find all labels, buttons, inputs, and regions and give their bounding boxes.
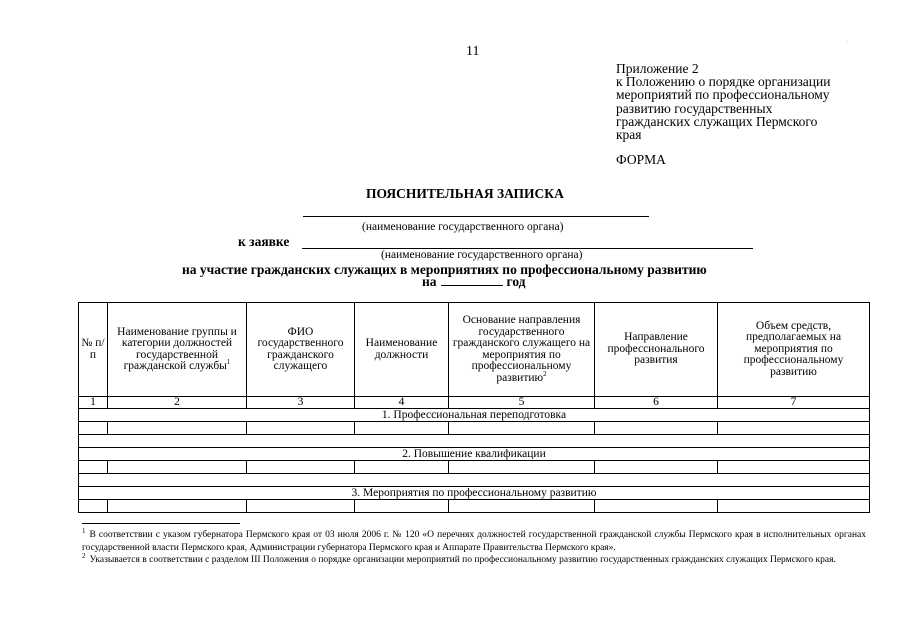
form-label: ФОРМА <box>616 152 666 167</box>
explanatory-table <box>78 302 870 513</box>
header-cell-number: № п/п <box>79 303 108 397</box>
header-cell-basis: Основание направления государственного гражданского служащего на мероприятия по профессиональному развитию$^2$ <box>449 303 595 397</box>
table-cell <box>355 461 449 474</box>
request-label: к заявке <box>238 234 290 249</box>
table-row <box>79 435 870 448</box>
column-number: 2 <box>108 397 247 409</box>
column-number-row <box>79 397 870 409</box>
appendix-line: мероприятий по профессиональному <box>616 87 830 103</box>
table-cell <box>595 422 718 435</box>
table-cell <box>595 461 718 474</box>
table-row <box>79 500 870 513</box>
org-name-line <box>303 216 649 217</box>
document-title: ПОЯСНИТЕЛЬНАЯ ЗАПИСКА <box>366 186 564 201</box>
table-cell <box>449 422 595 435</box>
section-title: 3. Мероприятия по профессиональному развитию <box>79 487 870 500</box>
column-number: 1 <box>79 397 108 409</box>
appendix-line: края <box>616 127 642 143</box>
table-cell <box>718 461 870 474</box>
section-title: 2. Повышение квалификации <box>79 448 870 461</box>
table-cell <box>108 461 247 474</box>
table-cell <box>247 461 355 474</box>
table-cell <box>449 461 595 474</box>
table-cell <box>449 500 595 513</box>
table-row <box>79 474 870 487</box>
header-cell-direction: Направление профессионального развития <box>595 303 718 397</box>
footnote-text: Указывается в соответствии с разделом III Положения о порядке организации мероприятий по профессиональному развитию государственных гражданских служащих Пермского края. <box>89 555 836 565</box>
table-header-row <box>79 303 870 397</box>
year-blank <box>441 274 503 286</box>
column-number: 7 <box>718 397 870 409</box>
year-prefix: на <box>422 274 437 289</box>
table-cell <box>108 500 247 513</box>
document-subtitle: на участие гражданских служащих в мероприятиях по профессиональному развитию <box>182 262 707 277</box>
table-cell <box>79 500 108 513</box>
appendix-line: гражданских служащих Пермского <box>616 113 818 129</box>
section-row <box>79 487 870 500</box>
table-cell <box>718 422 870 435</box>
column-number: 6 <box>595 397 718 409</box>
year-suffix: год <box>506 274 526 289</box>
request-org-caption: (наименование государственного органа) <box>381 249 583 261</box>
table-cell <box>79 474 870 487</box>
table-cell <box>355 422 449 435</box>
table-cell <box>247 500 355 513</box>
org-name-caption: (наименование государственного органа) <box>362 221 564 233</box>
footnotes <box>82 526 866 567</box>
header-cell-funds: Объем средств, предполагаемых на мероприятия по профессиональному развитию <box>718 303 870 397</box>
table-cell <box>355 500 449 513</box>
header-cell-fio: ФИО государственного гражданского служащего <box>247 303 355 397</box>
footnote-text: В соответствии с указом губернатора Пермского края от 03 июля 2006 г. № 120 «О перечнях должностей государственной гражданской службы Пермского края в исполнительных органах государственной власти Пермского края, Администрации губернатора Пермского края и Аппарате Правительства Пермского края». <box>82 530 866 553</box>
footnote <box>82 551 866 567</box>
header-cell-group: Наименование группы и категории должностей государственной гражданской службы$^1$ <box>108 303 247 397</box>
footnote-mark: 1 <box>82 526 86 535</box>
appendix-block <box>616 62 876 141</box>
table-cell <box>79 461 108 474</box>
table-cell <box>718 500 870 513</box>
section-row <box>79 448 870 461</box>
section-title: 1. Профессиональная переподготовка <box>79 409 870 422</box>
column-number: 3 <box>247 397 355 409</box>
table-row <box>79 422 870 435</box>
table-row <box>79 461 870 474</box>
table-cell <box>247 422 355 435</box>
year-line <box>422 274 526 290</box>
footnote-separator <box>82 523 240 524</box>
footnote-mark: 2 <box>82 551 86 560</box>
header-cell-position: Наименование должности <box>355 303 449 397</box>
column-number: 4 <box>355 397 449 409</box>
footnote <box>82 526 866 554</box>
column-number: 5 <box>449 397 595 409</box>
page-number: 11 <box>466 44 480 59</box>
table-cell <box>79 422 108 435</box>
table-cell <box>595 500 718 513</box>
appendix-title: Приложение 2 <box>616 61 699 76</box>
appendix-line: развитию государственных <box>616 100 773 116</box>
scan-speck-icon: ‵ <box>846 40 848 49</box>
section-row <box>79 409 870 422</box>
table-cell <box>79 435 870 448</box>
appendix-line: к Положению о порядке организации <box>616 74 831 90</box>
table-cell <box>108 422 247 435</box>
